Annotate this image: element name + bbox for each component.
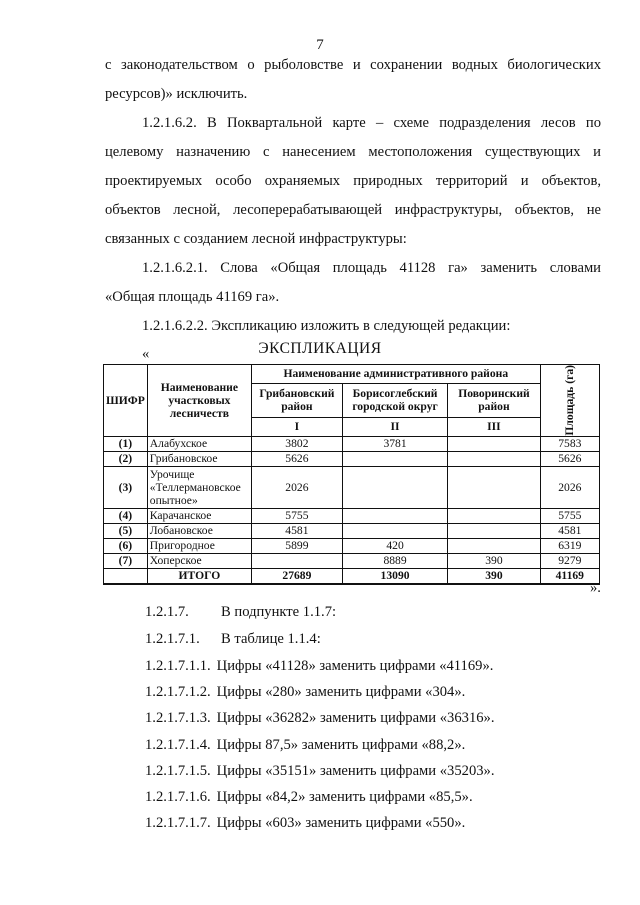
header-roman-2: II [342,417,447,436]
row-district-3 [448,466,540,508]
header-code: ШИФР [104,365,148,437]
row-district-1: 5755 [251,508,342,523]
row-district-2 [342,466,447,508]
row-district-1: 5899 [251,538,342,553]
list-item [145,783,473,812]
row-total: 7583 [540,436,599,451]
para-1262-line-4: связанных с созданием лесной инфраструктуры: [105,231,407,247]
list-item [145,625,321,654]
total-district-2: 13090 [342,568,447,584]
header-roman-3: III [448,417,540,436]
page-number: 7 [316,37,324,53]
header-area-label: Площадь (га) [563,365,577,436]
table-row [104,538,600,553]
row-district-3: 390 [448,553,540,568]
row-total: 6319 [540,538,599,553]
list-item [145,598,336,627]
row-total: 4581 [540,523,599,538]
table-title: ЭКСПЛИКАЦИЯ [258,340,382,357]
header-district-3: Поворинский район [448,383,540,417]
total-district-3: 390 [448,568,540,584]
item-number: 1.2.1.7.1.4. [145,737,211,753]
intro-line-2: ресурсов)» исключить. [105,86,248,102]
total-row [104,568,600,584]
open-quote: « [142,346,150,362]
list-item [145,757,494,786]
row-district-3 [448,508,540,523]
item-number: 1.2.1.7.1.5. [145,763,211,779]
item-text: Цифры 87,5» заменить цифрами «88,2». [216,737,466,753]
total-label: ИТОГО [147,568,251,584]
row-district-3 [448,451,540,466]
row-district-1: 2026 [251,466,342,508]
row-district-1 [251,553,342,568]
item-number: 1.2.1.7. [145,604,189,620]
table-row [104,436,600,451]
row-district-3 [448,538,540,553]
explication-table [103,364,600,585]
row-name: Алабухское [147,436,251,451]
row-code: (7) [104,553,148,568]
row-code: (3) [104,466,148,508]
row-district-1: 4581 [251,523,342,538]
para-1262-line-3: объектов лесной, лесоперерабатывающей инфраструктуры, объектов, не [105,202,601,218]
item-number: 1.2.1.7.1.1. [145,658,211,674]
row-district-1: 3802 [251,436,342,451]
item-number: 1.2.1.7.1.3. [145,710,211,726]
header-admin: Наименование административного района [251,365,540,384]
intro-line-1: с законодательством о рыболовстве и сохранении водных биологических [105,57,601,73]
item-text: Цифры «280» заменить цифрами «304». [216,684,466,700]
list-item [145,809,465,838]
header-roman-1: I [251,417,342,436]
para-1262-first-line: 1.2.1.6.2. В Поквартальной карте – схеме подразделения лесов по [142,115,601,131]
item-text: В подпункте 1.1.7: [221,604,337,620]
header-area [540,365,599,437]
row-code: (4) [104,508,148,523]
row-district-2: 8889 [342,553,447,568]
total-district-1: 27689 [251,568,342,584]
item-text: Цифры «603» заменить цифрами «550». [216,815,466,831]
row-name: Урочище «Теллермановское опытное» [147,466,251,508]
row-name: Пригородное [147,538,251,553]
row-total: 5755 [540,508,599,523]
row-total: 2026 [540,466,599,508]
table-row [104,508,600,523]
item-text: В таблице 1.1.4: [221,631,321,647]
table-row [104,466,600,508]
table-row [104,451,600,466]
row-district-2: 3781 [342,436,447,451]
list-item [145,652,493,681]
row-total: 9279 [540,553,599,568]
row-district-2 [342,451,447,466]
para-1262-line-2: проектируемых особо охраняемых природных территорий и объектов, [105,173,601,189]
row-total: 5626 [540,451,599,466]
para-1262-line-1: целевому назначению с нанесением местоположения существующих и [105,144,601,160]
para-12621-second-line: «Общая площадь 41169 га». [105,289,280,305]
item-number: 1.2.1.7.1.2. [145,684,211,700]
item-number: 1.2.1.7.1.6. [145,789,211,805]
list-item [145,678,465,707]
item-text: Цифры «35151» заменить цифрами «35203». [216,763,495,779]
row-code: (6) [104,538,148,553]
header-name: Наименование участковых лесничеств [147,365,251,437]
row-name: Грибановское [147,451,251,466]
item-text: Цифры «36282» заменить цифрами «36316». [216,710,495,726]
item-number: 1.2.1.7.1. [145,631,200,647]
row-district-2 [342,523,447,538]
row-district-3 [448,436,540,451]
para-12622: 1.2.1.6.2.2. Экспликацию изложить в следующей редакции: [142,318,511,334]
table-row [104,523,600,538]
row-code: (2) [104,451,148,466]
item-text: Цифры «41128» заменить цифрами «41169». [216,658,494,674]
list-item [145,731,465,760]
row-code: (5) [104,523,148,538]
row-code: (1) [104,436,148,451]
list-item [145,704,494,733]
item-text: Цифры «84,2» заменить цифрами «85,5». [216,789,473,805]
close-quote: ». [590,580,601,596]
total-area: 41169 [540,568,599,584]
row-name: Лобановское [147,523,251,538]
row-district-3 [448,523,540,538]
para-12621-first-line: 1.2.1.6.2.1. Слова «Общая площадь 41128 га» заменить словами [142,260,601,276]
row-district-2: 420 [342,538,447,553]
header-district-2: Борисоглебский городской округ [342,383,447,417]
row-district-1: 5626 [251,451,342,466]
row-district-2 [342,508,447,523]
row-name: Карачанское [147,508,251,523]
row-name: Хоперское [147,553,251,568]
header-district-1: Грибановский район [251,383,342,417]
item-number: 1.2.1.7.1.7. [145,815,211,831]
table-row [104,553,600,568]
total-row-code [104,568,148,584]
